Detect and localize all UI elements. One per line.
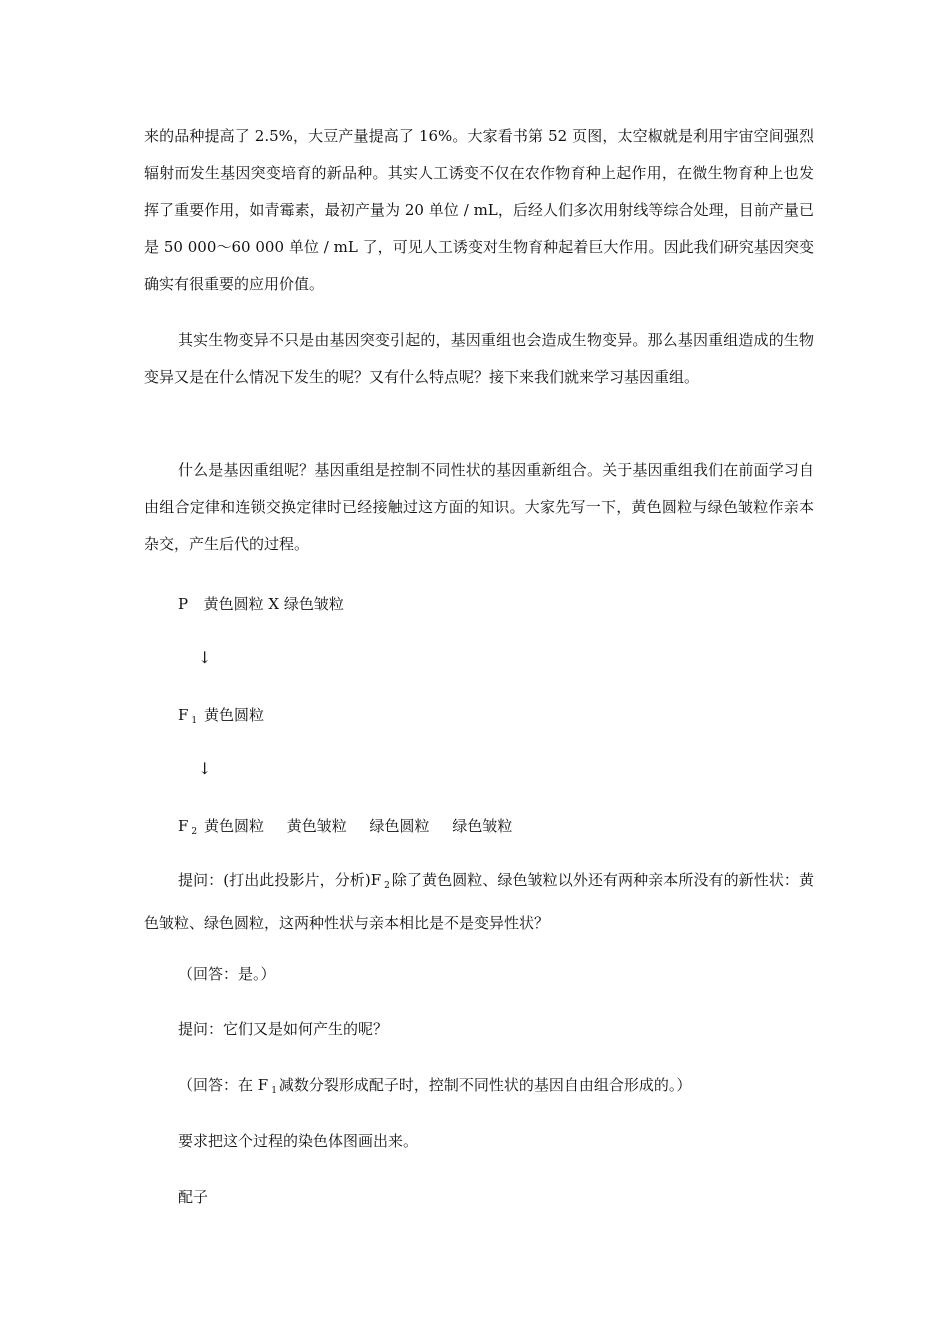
cross-parent-line xyxy=(178,594,344,614)
question-how-produced: 提问：它们又是如何产生的呢？ xyxy=(178,1020,389,1038)
instruction-draw-chromosomes: 要求把这个过程的染色体图画出来。 xyxy=(178,1132,419,1150)
parent-cross-text: 黄色圆粒 X 绿色皱粒 xyxy=(203,595,344,613)
f2-phenotype: 黄色皱粒 xyxy=(286,817,347,835)
parent-label: P xyxy=(178,595,189,613)
f2-phenotype: 黄色圆粒 xyxy=(203,817,264,835)
down-arrow-icon: ↓ xyxy=(198,759,212,778)
answer-yes: （回答：是。） xyxy=(178,965,276,983)
gamete-heading: 配子 xyxy=(178,1188,209,1206)
f2-label: F $_2$ xyxy=(178,817,198,837)
f2-phenotype: 绿色圆粒 xyxy=(369,817,430,835)
paragraph-recombination-intro: 其实生物变异不只是由基因突变引起的，基因重组也会造成生物变异。那么基因重组造成的生物变异又是在什么情况下发生的呢？又有什么特点呢？接下来我们就来学习基因重组。 xyxy=(144,331,814,386)
answer-free-combination: （回答：在 F $_1$ 减数分裂形成配子时，控制不同性状的基因自由组合形成的。） xyxy=(178,1076,692,1096)
f1-label: F $_1$ xyxy=(178,706,198,726)
f2-phenotype: 绿色皱粒 xyxy=(452,817,513,835)
cross-f1-line xyxy=(178,705,264,731)
question-new-traits: 提问：(打出此投影片，分析)F $_2$ 除了黄色圆粒、绿色皱粒以外还有两种亲本所没有的新性状：黄色皱粒、绿色圆粒，这两种性状与亲本相比是不是变异性状？ xyxy=(144,871,814,932)
cross-f2-line xyxy=(178,816,512,842)
paragraph-mutation-breeding: 来的品种提高了 2.5%，大豆产量提高了 16%。大家看书第 52 页图，太空椒就是利用宇宙空间强烈辐射而发生基因突变培育的新品种。其实人工诱变不仅在农作物育种上起作用，在微生物育种上也发挥了重要作用，如青霉素，最初产量为 20 单位 / mL，后经人们多次用射线等综合处理，目前产量已是 50 000～60 000 单位 / mL 了，可见人工诱变对生物育种起着巨大作用。因此我们研究基因突变确实有很重要的应用价值。 xyxy=(144,127,814,293)
paragraph-recombination-definition: 什么是基因重组呢？基因重组是控制不同性状的基因重新组合。关于基因重组我们在前面学习自由组合定律和连锁交换定律时已经接触过这方面的知识。大家先写一下，黄色圆粒与绿色皱粒作亲本杂交，产生后代的过程。 xyxy=(144,461,814,553)
down-arrow-icon: ↓ xyxy=(198,648,212,667)
f1-phenotype: 黄色圆粒 xyxy=(203,706,264,724)
